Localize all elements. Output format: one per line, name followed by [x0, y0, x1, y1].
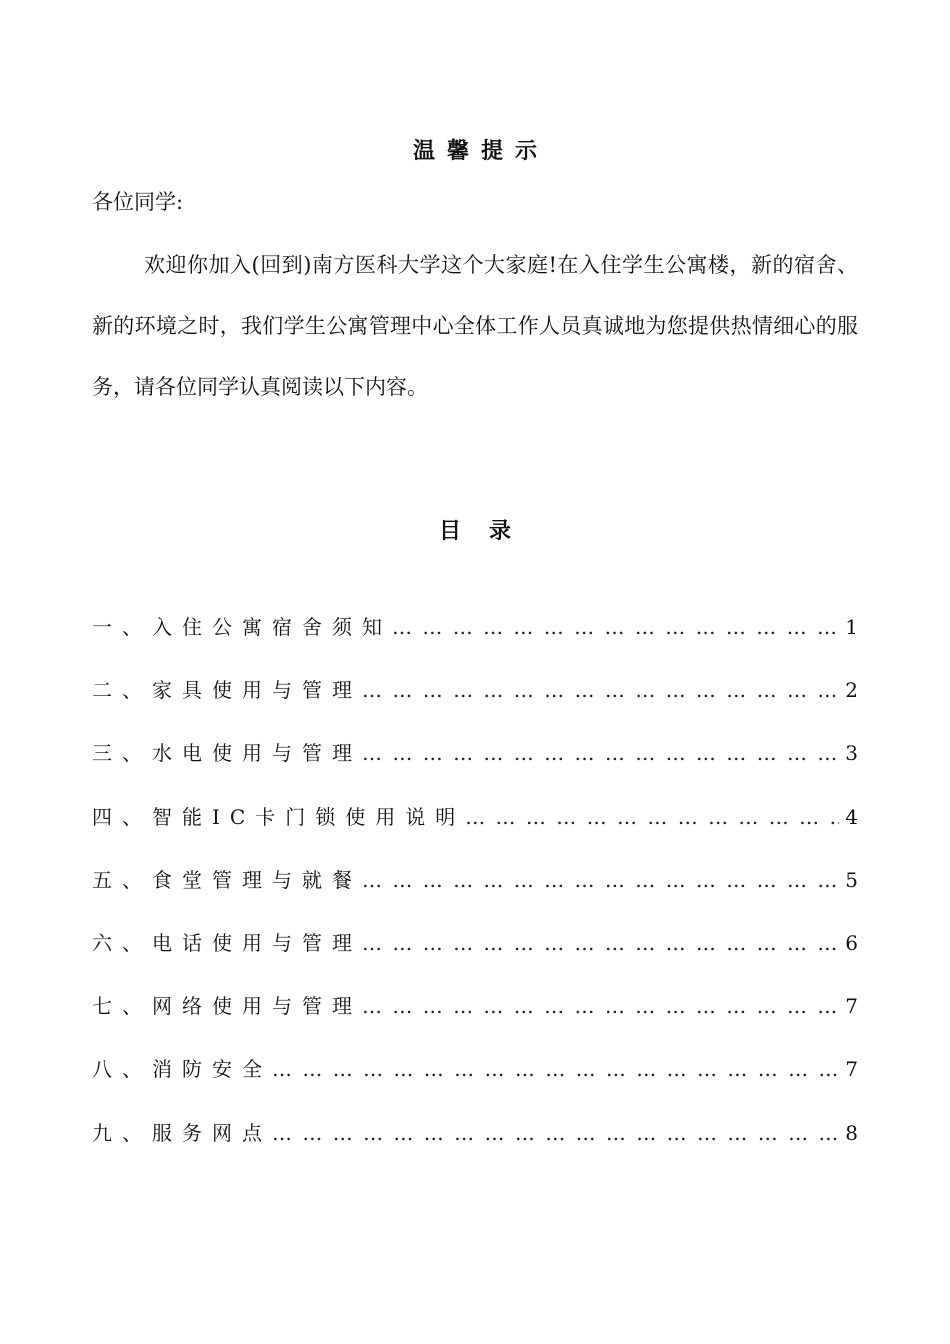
toc-entry-page: 1	[845, 615, 858, 639]
toc-entry[interactable]	[92, 801, 858, 864]
toc-entry[interactable]	[92, 737, 858, 800]
toc-dot-leader	[465, 805, 839, 829]
toc-entry-label: 七、网络使用与管理	[92, 994, 362, 1019]
toc-dot-leader	[272, 1057, 839, 1081]
toc-entry-label: 九、服务网点	[92, 1120, 272, 1145]
table-of-contents	[92, 611, 858, 1180]
greeting: 各位同学:	[92, 190, 184, 214]
toc-entry[interactable]	[92, 990, 858, 1053]
toc-entry[interactable]	[92, 1053, 858, 1116]
toc-entry-label: 一、入住公寓宿舍须知	[92, 615, 392, 639]
toc-entry-page: 7	[845, 994, 858, 1019]
toc-entry-page: 6	[845, 930, 858, 955]
toc-entry-label: 五、食堂管理与就餐	[92, 867, 362, 892]
toc-entry-label: 三、水电使用与管理	[92, 741, 362, 766]
toc-entry-label: 八、消防安全	[92, 1057, 272, 1082]
toc-entry[interactable]	[92, 674, 858, 737]
toc-dot-leader	[392, 615, 839, 639]
toc-entry-label: 六、电话使用与管理	[92, 930, 362, 955]
toc-entry-page: 2	[845, 678, 858, 703]
toc-entry-label: 四、智能IC卡门锁使用说明	[92, 804, 466, 829]
toc-dot-leader	[362, 868, 839, 892]
toc-dot-leader	[362, 678, 839, 702]
toc-dot-leader	[362, 931, 839, 955]
toc-dot-leader	[362, 741, 839, 765]
toc-entry-page: 3	[845, 741, 858, 766]
toc-entry-page: 7	[845, 1057, 858, 1082]
welcome-paragraph: 欢迎你加入(回到)南方医科大学这个大家庭!在入住学生公寓楼，新的宿舍、新的环境之时，我们学生公寓管理中心全体工作人员真诚地为您提供热情细心的服务，请各位同学认真阅读以下内容。	[92, 253, 858, 399]
toc-title: 目录	[438, 518, 539, 544]
toc-dot-leader	[362, 994, 839, 1018]
toc-entry[interactable]	[92, 927, 858, 990]
toc-entry-page: 5	[845, 867, 858, 892]
toc-entry-label: 二、家具使用与管理	[92, 678, 362, 703]
toc-entry[interactable]	[92, 864, 858, 927]
toc-entry[interactable]	[92, 1117, 858, 1180]
toc-entry-page: 4	[845, 804, 858, 829]
toc-entry[interactable]	[92, 611, 858, 674]
toc-entry-page: 8	[845, 1120, 858, 1145]
toc-dot-leader	[272, 1121, 839, 1145]
notice-title: 温馨提示	[412, 138, 549, 164]
